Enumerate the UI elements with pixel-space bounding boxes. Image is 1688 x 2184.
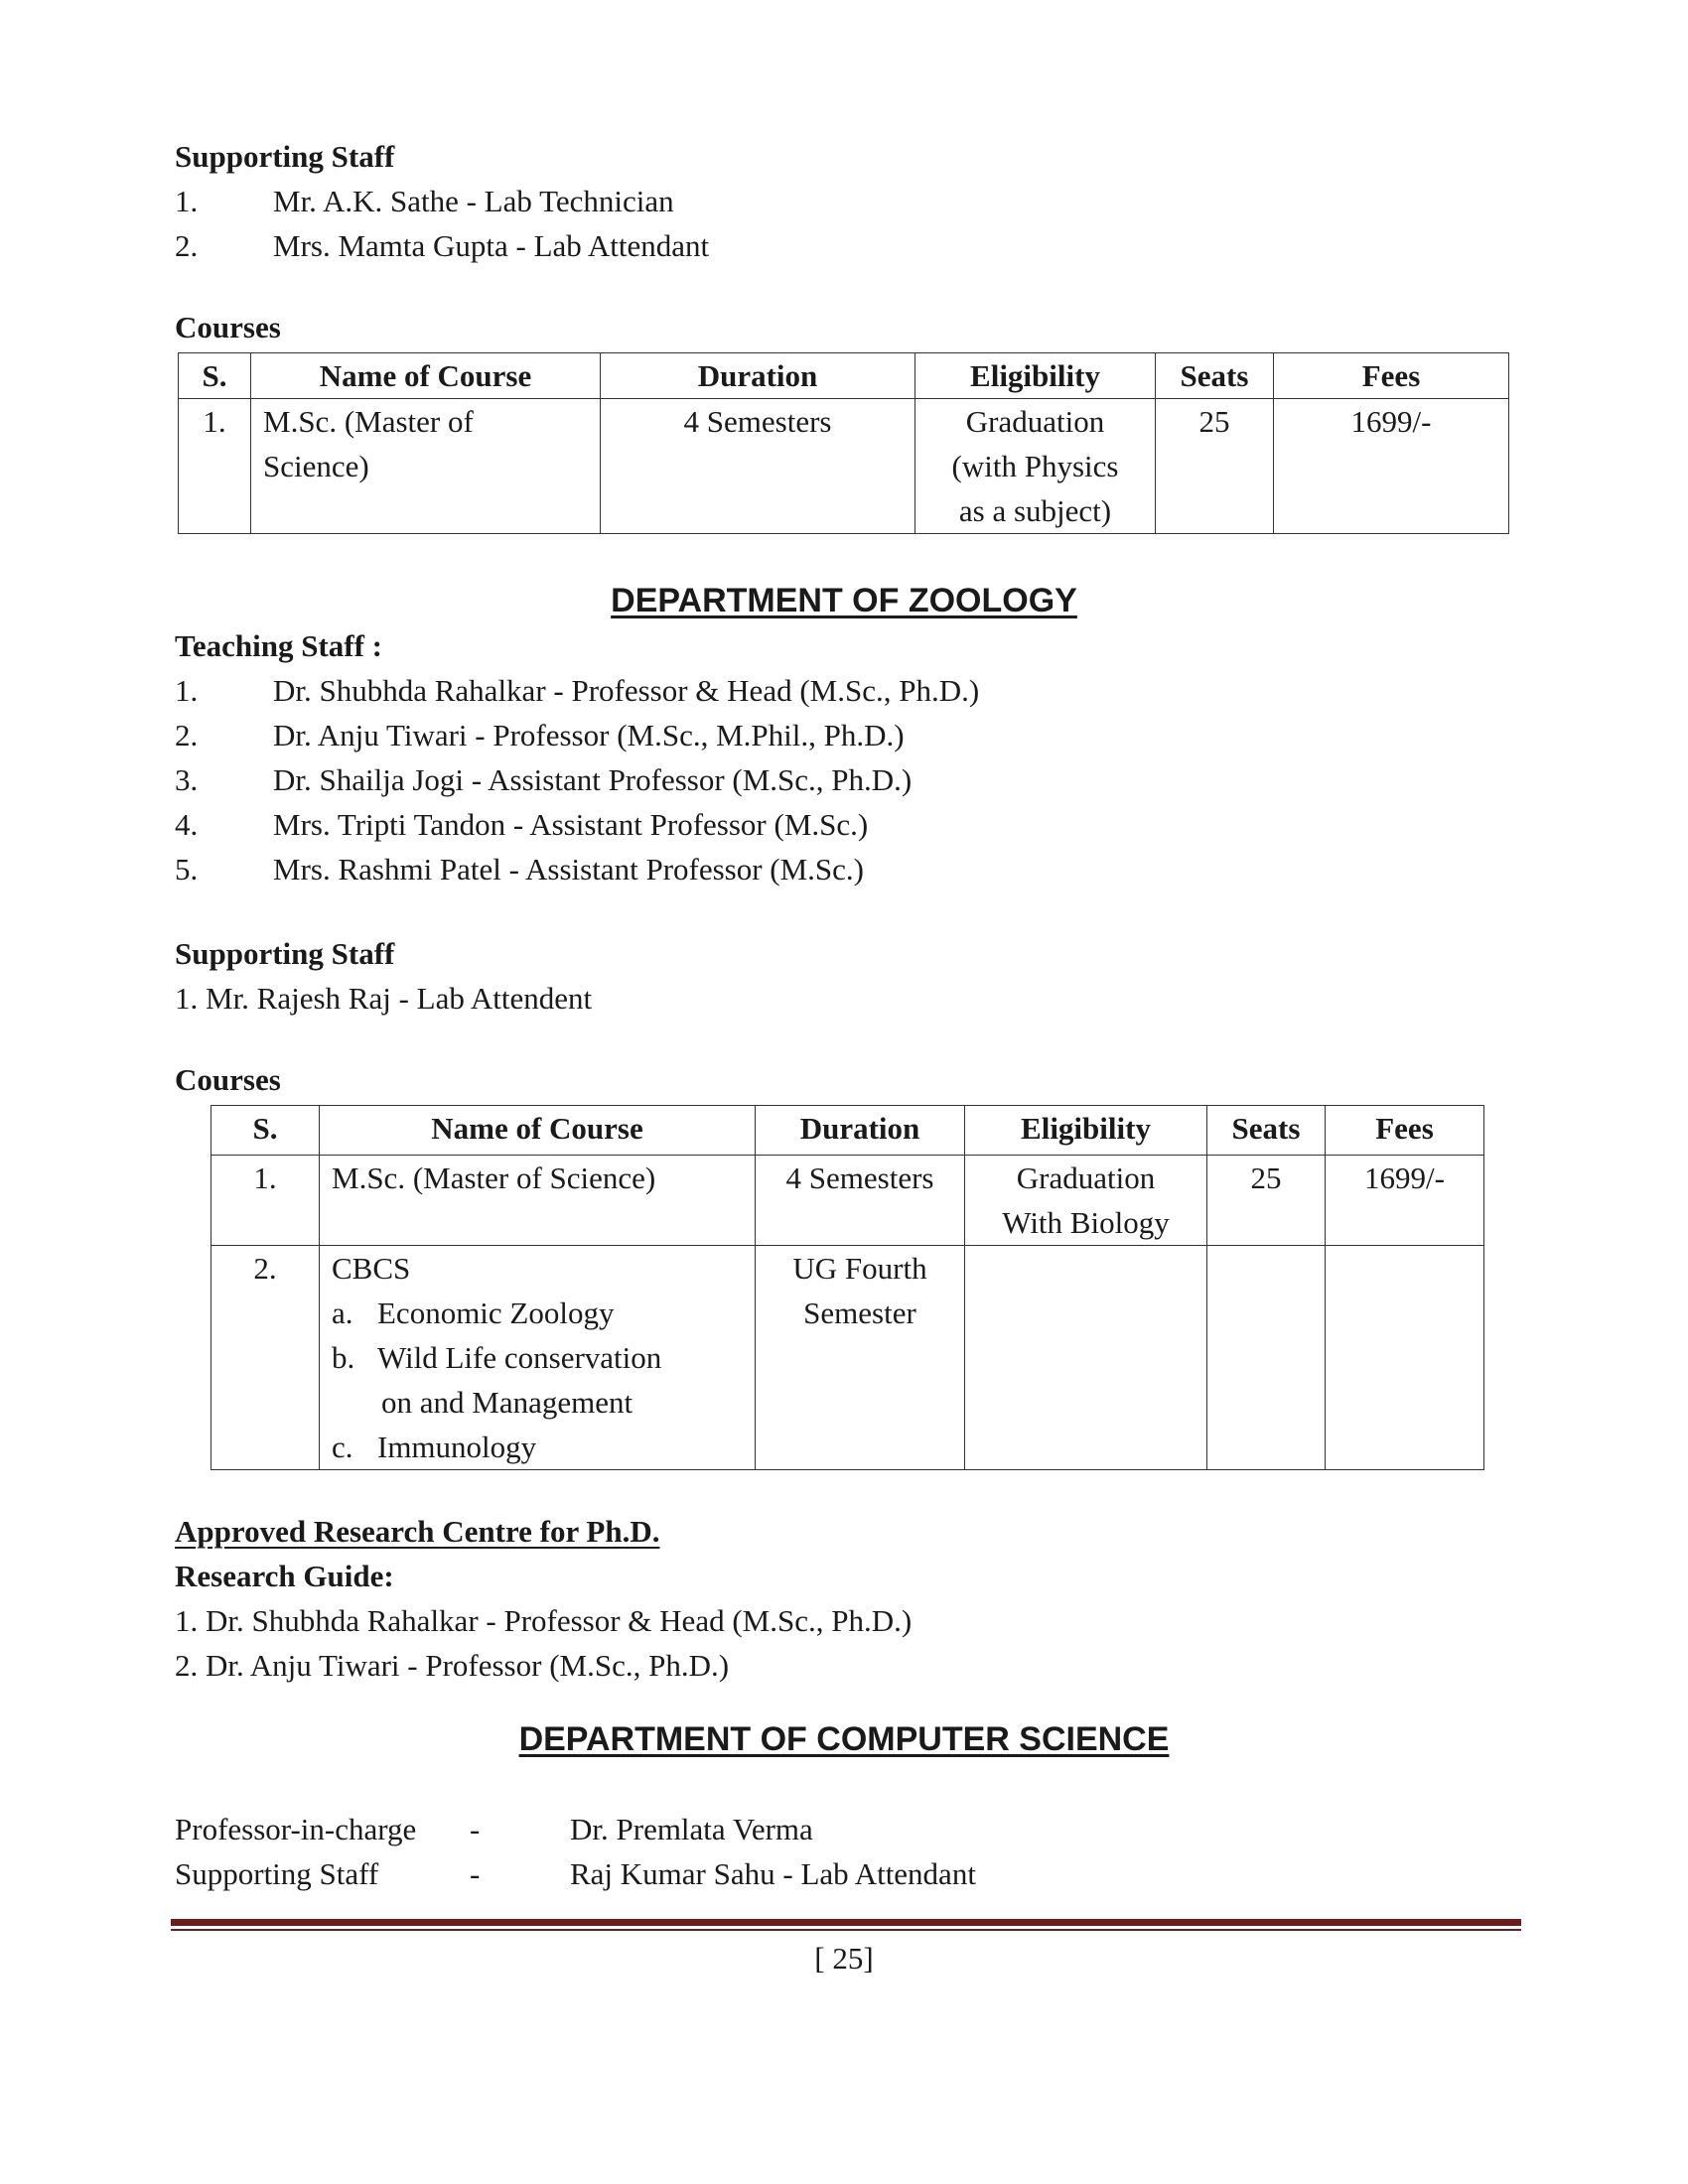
eligibility-line: as a subject): [958, 493, 1112, 528]
sub-course-item: [332, 1425, 743, 1469]
fees-cell: 1699/-: [1326, 1156, 1484, 1246]
sub-course-item: [332, 1335, 743, 1380]
staff-value: Raj Kumar Sahu - Lab Attendant: [570, 1856, 976, 1891]
list-item: Mrs. Rashmi Patel - Assistant Professor (M.Sc.): [273, 852, 865, 887]
cs-title-text: DEPARTMENT OF COMPUTER SCIENCE: [518, 1720, 1170, 1758]
column-header: Seats: [1156, 353, 1274, 399]
column-header: Fees: [1274, 353, 1509, 399]
sub-course-label: c.: [332, 1430, 353, 1464]
column-header: Eligibility: [965, 1106, 1207, 1156]
teaching-staff-heading: Teaching Staff :: [175, 628, 382, 663]
fees-cell: 1699/-: [1274, 399, 1509, 534]
sub-course-label: a.: [332, 1296, 353, 1330]
staff-label: Professor-in-charge: [175, 1812, 417, 1846]
list-item: Mrs. Mamta Gupta - Lab Attendant: [273, 228, 710, 263]
column-header: Duration: [756, 1106, 965, 1156]
list-number: 1.: [175, 673, 199, 708]
duration-cell: 4 Semesters: [756, 1156, 965, 1246]
list-item: 2. Dr. Anju Tiwari - Professor (M.Sc., Ph.D.): [175, 1648, 730, 1683]
table-row: [211, 1246, 1484, 1470]
list-number: 5.: [175, 852, 199, 887]
zoology-courses-table: [211, 1105, 1484, 1470]
list-number: 2.: [175, 228, 199, 263]
sub-course-text: Wild Life conservation: [377, 1340, 662, 1375]
zoology-courses-heading: Courses: [175, 1062, 281, 1097]
list-item: 1. Mr. Rajesh Raj - Lab Attendent: [175, 981, 593, 1016]
list-number: 2.: [175, 718, 199, 752]
list-item: Mrs. Tripti Tandon - Assistant Professor (M.Sc.): [273, 807, 869, 842]
course-name-line: CBCS: [332, 1251, 411, 1286]
page-number: [ 25]: [814, 1941, 874, 1976]
research-guide-heading: Research Guide:: [175, 1559, 394, 1593]
list-item: Dr. Anju Tiwari - Professor (M.Sc., M.Phil., Ph.D.): [273, 718, 905, 752]
serial-cell: 1.: [179, 399, 251, 534]
column-header: Seats: [1207, 1106, 1326, 1156]
column-header: S.: [179, 353, 251, 399]
column-header: Fees: [1326, 1106, 1484, 1156]
sub-course-item: [332, 1291, 743, 1335]
duration-line: UG Fourth: [792, 1251, 927, 1286]
zoology-title-text: DEPARTMENT OF ZOOLOGY: [611, 582, 1077, 619]
staff-label: Supporting Staff: [175, 1856, 379, 1891]
course-name-line: Science): [263, 449, 369, 483]
serial-cell: 1.: [211, 1156, 320, 1246]
seats-cell: 25: [1156, 399, 1274, 534]
cs-department-title: [0, 1717, 1688, 1762]
column-header: Duration: [601, 353, 915, 399]
staff-value: Dr. Premlata Verma: [570, 1812, 813, 1846]
list-number: 3.: [175, 762, 199, 797]
separator-dash: -: [470, 1856, 481, 1891]
table-header-row: [211, 1106, 1484, 1156]
column-header: Eligibility: [915, 353, 1156, 399]
physics-supporting-heading: Supporting Staff: [175, 139, 395, 174]
sub-course-text: Economic Zoology: [377, 1296, 615, 1330]
footer-rule-thin: [171, 1929, 1521, 1931]
physics-courses-table: [178, 352, 1509, 534]
fees-cell: [1326, 1246, 1484, 1470]
eligibility-cell: [965, 1246, 1207, 1470]
footer-rule: [171, 1919, 1521, 1926]
list-item: 1. Dr. Shubhda Rahalkar - Professor & Head (M.Sc., Ph.D.): [175, 1603, 913, 1638]
duration-cell: 4 Semesters: [601, 399, 915, 534]
list-number: 1.: [175, 184, 199, 218]
course-name-cell: [320, 1246, 756, 1470]
physics-courses-heading: Courses: [175, 310, 281, 344]
list-number: 4.: [175, 807, 199, 842]
course-name-cell: [251, 399, 601, 534]
column-header: Name of Course: [251, 353, 601, 399]
sub-course-continuation: on and Management: [381, 1385, 633, 1420]
research-centre-heading: Approved Research Centre for Ph.D.: [175, 1514, 660, 1549]
eligibility-line: Graduation: [965, 404, 1105, 439]
list-item: Mr. A.K. Sathe - Lab Technician: [273, 184, 674, 218]
zoology-department-title: [0, 579, 1688, 623]
eligibility-line: (with Physics: [951, 449, 1119, 483]
column-header: Name of Course: [320, 1106, 756, 1156]
list-item: Dr. Shailja Jogi - Assistant Professor (M.Sc., Ph.D.): [273, 762, 913, 797]
table-row: [179, 399, 1509, 534]
eligibility-line: With Biology: [1002, 1205, 1170, 1240]
serial-cell: 2.: [211, 1246, 320, 1470]
sub-course-label: b.: [332, 1340, 355, 1375]
seats-cell: 25: [1207, 1156, 1326, 1246]
column-header: S.: [211, 1106, 320, 1156]
list-item: Dr. Shubhda Rahalkar - Professor & Head (M.Sc., Ph.D.): [273, 673, 980, 708]
separator-dash: -: [470, 1812, 481, 1846]
table-header-row: [179, 353, 1509, 399]
eligibility-line: Graduation: [1016, 1160, 1156, 1195]
course-name-line: M.Sc. (Master of: [263, 404, 474, 439]
eligibility-cell: [965, 1156, 1207, 1246]
seats-cell: [1207, 1246, 1326, 1470]
table-row: [211, 1156, 1484, 1246]
duration-cell: [756, 1246, 965, 1470]
zoology-supporting-heading: Supporting Staff: [175, 936, 395, 971]
sub-course-text: Immunology: [377, 1430, 537, 1464]
duration-line: Semester: [803, 1296, 916, 1330]
eligibility-cell: [915, 399, 1156, 534]
course-name-cell: M.Sc. (Master of Science): [320, 1156, 756, 1246]
